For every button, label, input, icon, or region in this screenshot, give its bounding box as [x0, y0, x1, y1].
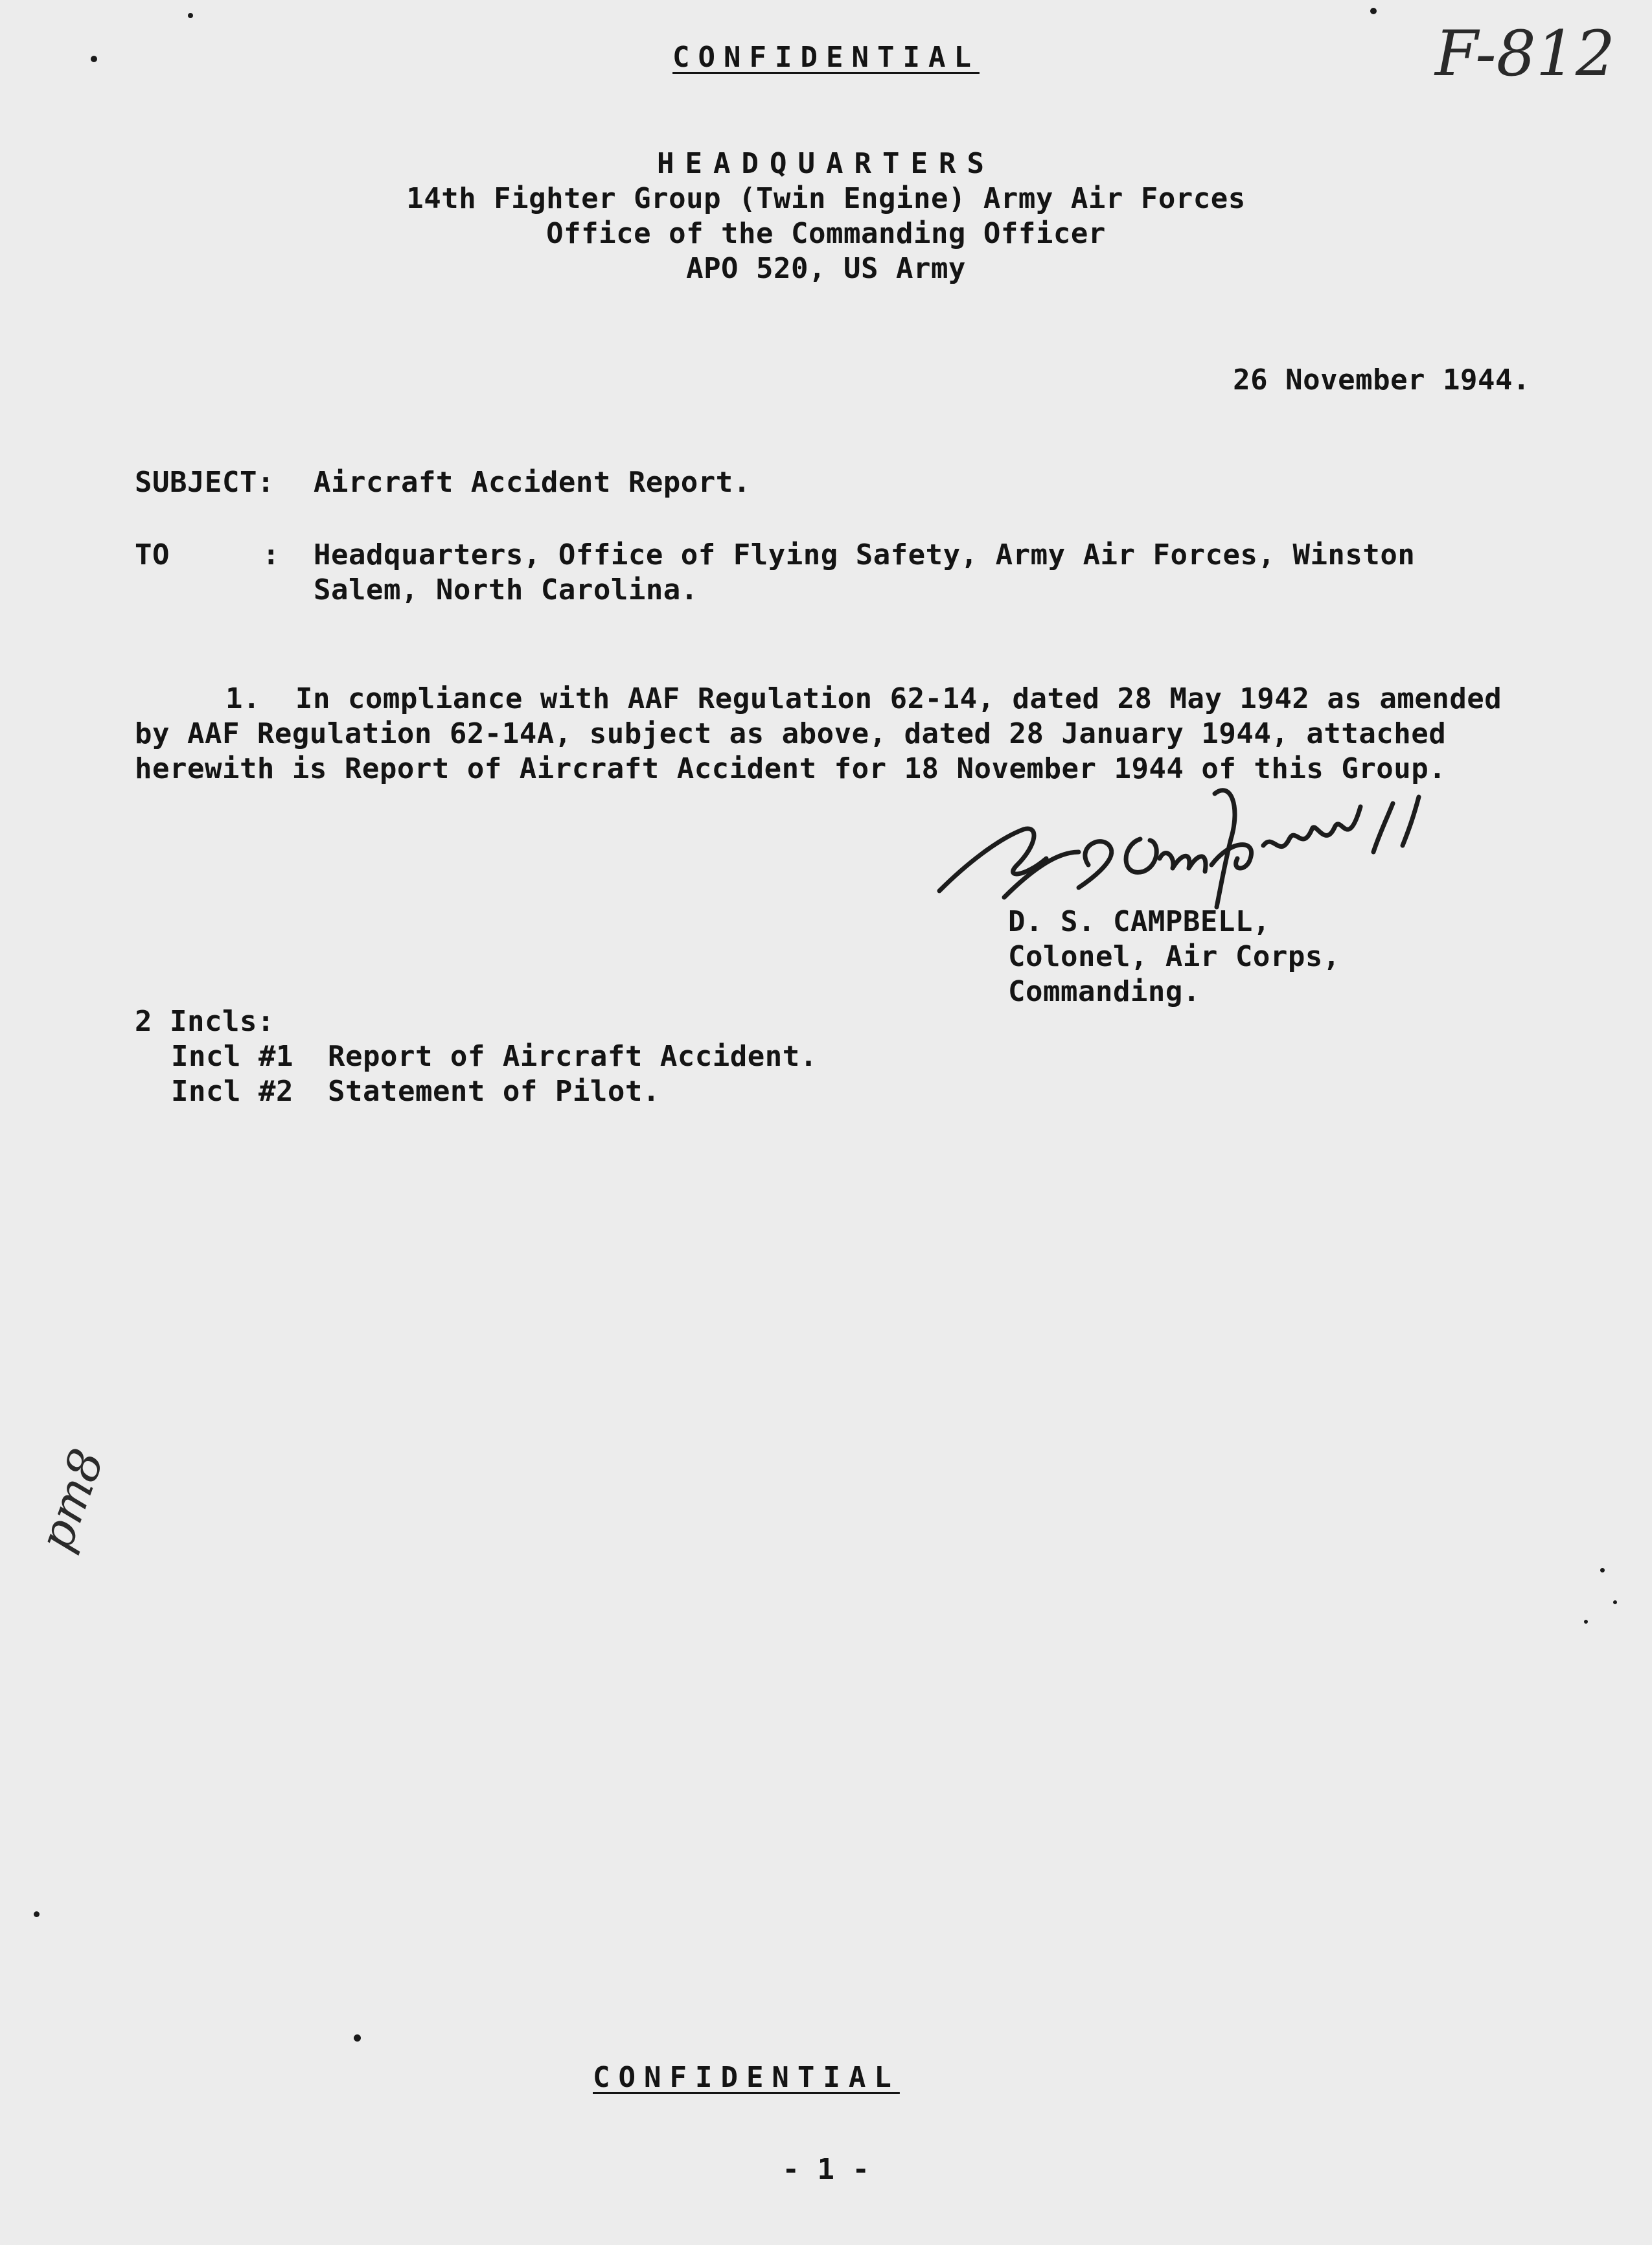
letterhead-office: Office of the Commanding Officer	[546, 217, 1106, 250]
scan-speck	[188, 13, 193, 18]
body-line-2: by AAF Regulation 62-14A, subject as above, dated 28 January 1944, attached	[135, 717, 1447, 750]
scan-speck	[354, 2034, 361, 2042]
scan-speck	[1584, 1620, 1588, 1624]
signer-rank: Colonel, Air Corps,	[1008, 940, 1340, 973]
subject-text: Aircraft Accident Report.	[314, 466, 751, 499]
enclosure-1-label: Incl #1	[171, 1040, 293, 1073]
scan-speck	[91, 56, 97, 62]
document-date: 26 November 1944.	[1233, 363, 1530, 397]
signer-name: D. S. CAMPBELL,	[1008, 905, 1270, 938]
to-label: TO	[135, 538, 170, 571]
margin-note: pm8	[28, 1442, 115, 1558]
scan-speck	[1600, 1568, 1605, 1572]
classification-top: CONFIDENTIAL	[672, 41, 980, 74]
scan-speck	[1613, 1600, 1617, 1604]
enclosure-2-text: Statement of Pilot.	[328, 1075, 660, 1108]
to-colon: :	[262, 538, 280, 571]
body-line-1: 1. In compliance with AAF Regulation 62-14, dated 28 May 1942 as amended	[225, 682, 1502, 715]
letterhead-address: APO 520, US Army	[686, 252, 966, 285]
scan-speck	[1370, 8, 1377, 14]
enclosures-header: 2 Incls:	[135, 1005, 275, 1038]
letterhead-title: HEADQUARTERS	[657, 147, 995, 180]
file-number: F-812	[1435, 17, 1615, 90]
body-line-3: herewith is Report of Aircraft Accident for 18 November 1944 of this Group.	[135, 752, 1447, 785]
enclosure-1-text: Report of Aircraft Accident.	[328, 1040, 818, 1073]
scan-speck	[34, 1911, 40, 1917]
enclosure-2-label: Incl #2	[171, 1075, 293, 1108]
subject-label: SUBJECT:	[135, 466, 275, 499]
to-line-1: Headquarters, Office of Flying Safety, Army Air Forces, Winston	[314, 538, 1416, 571]
to-line-2: Salem, North Carolina.	[314, 573, 698, 606]
signer-role: Commanding.	[1008, 975, 1200, 1008]
classification-bottom: CONFIDENTIAL	[593, 2061, 900, 2094]
page-number: - 1 -	[782, 2153, 870, 2186]
letterhead-unit: 14th Fighter Group (Twin Engine) Army Air Forces	[406, 182, 1246, 215]
signature-image	[926, 768, 1432, 923]
